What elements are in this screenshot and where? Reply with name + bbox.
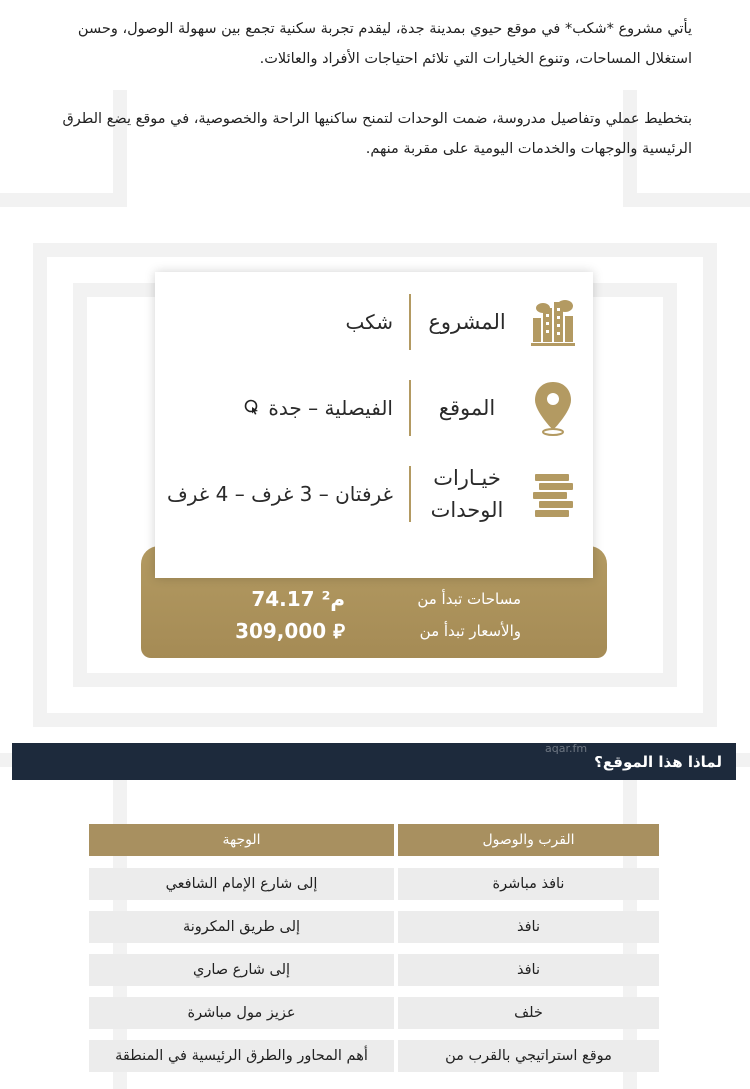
unit-options-label-line1: خيـارات (433, 466, 501, 490)
project-value: شكب (345, 310, 393, 334)
project-info-card (141, 270, 607, 658)
intro-paragraph-1: يأتي مشروع *شكب* في موقع حيوي بمدينة جدة، ليقدم تجربة سكنية تجمع بين سهولة الوصول، وحسن استغلال المساحات، وتنوع الخيارات التي تلائم احتياجات الأفراد والعائلات. (77, 21, 692, 67)
area-stat-label: مساحات تبدأ من (417, 590, 521, 608)
intro-paragraph-2: بتخطيط عملي وتفاصيل مدروسة، ضمت الوحدات لتمنح ساكنيها الراحة والخصوصية، في موقع يضع الطرق الرئيسية والوجهات والخدمات اليومية على مقربة منهم. (62, 111, 692, 157)
location-value-wrap (165, 368, 393, 448)
unit-options-label (419, 454, 515, 534)
location-label: الموقع (438, 396, 496, 420)
header-destination: الوجهة (89, 824, 394, 856)
intro-text (50, 14, 692, 194)
unit-options-value: غرفتان – 3 غرف – 4 غرف (167, 482, 393, 506)
cell-destination: عزيز مول مباشرة (89, 997, 394, 1029)
watermark-text: aqar.fm (545, 742, 588, 755)
table-row (89, 868, 659, 902)
cell-access: خلف (398, 997, 659, 1029)
row-divider (409, 380, 411, 436)
table-row (89, 1040, 659, 1074)
price-stat-value: 309,000 ⃁ (235, 619, 345, 643)
stack-icon (529, 466, 577, 522)
section-title: لماذا هذا الموقع؟ (594, 752, 722, 771)
table-header (89, 824, 659, 858)
section-header-band (12, 743, 736, 780)
area-stat (221, 584, 521, 614)
unit-options-label-line2: الوحدات (430, 498, 504, 522)
row-project (155, 282, 593, 362)
table-row (89, 997, 659, 1031)
location-value: الفيصلية – جدة (268, 396, 393, 420)
header-access: القرب والوصول (398, 824, 659, 856)
location-pin-icon (529, 380, 577, 436)
cell-destination: إلى شارع الإمام الشافعي (89, 868, 394, 900)
card-body (155, 272, 593, 578)
cell-destination: إلى طريق المكرونة (89, 911, 394, 943)
cell-destination: أهم المحاور والطرق الرئيسية في المنطقة (89, 1040, 394, 1072)
cell-access: نافذ مباشرة (398, 868, 659, 900)
cell-access: موقع استراتيجي بالقرب من (398, 1040, 659, 1072)
table-row (89, 954, 659, 988)
row-divider (409, 294, 411, 350)
price-stats (141, 584, 607, 654)
cell-access: نافذ (398, 911, 659, 943)
cell-access: نافذ (398, 954, 659, 986)
area-stat-value: 74.17 م² (251, 587, 345, 611)
cell-destination: إلى شارع صاري (89, 954, 394, 986)
price-stat-label: والأسعار تبدأ من (419, 622, 521, 640)
row-location (155, 368, 593, 448)
row-unit-options (155, 454, 593, 534)
location-table (89, 824, 659, 1074)
row-divider (409, 466, 411, 522)
buildings-icon (529, 294, 577, 350)
price-stat (221, 616, 521, 646)
project-label: المشروع (428, 310, 506, 334)
map-pointer-icon[interactable] (244, 396, 260, 420)
table-row (89, 911, 659, 945)
